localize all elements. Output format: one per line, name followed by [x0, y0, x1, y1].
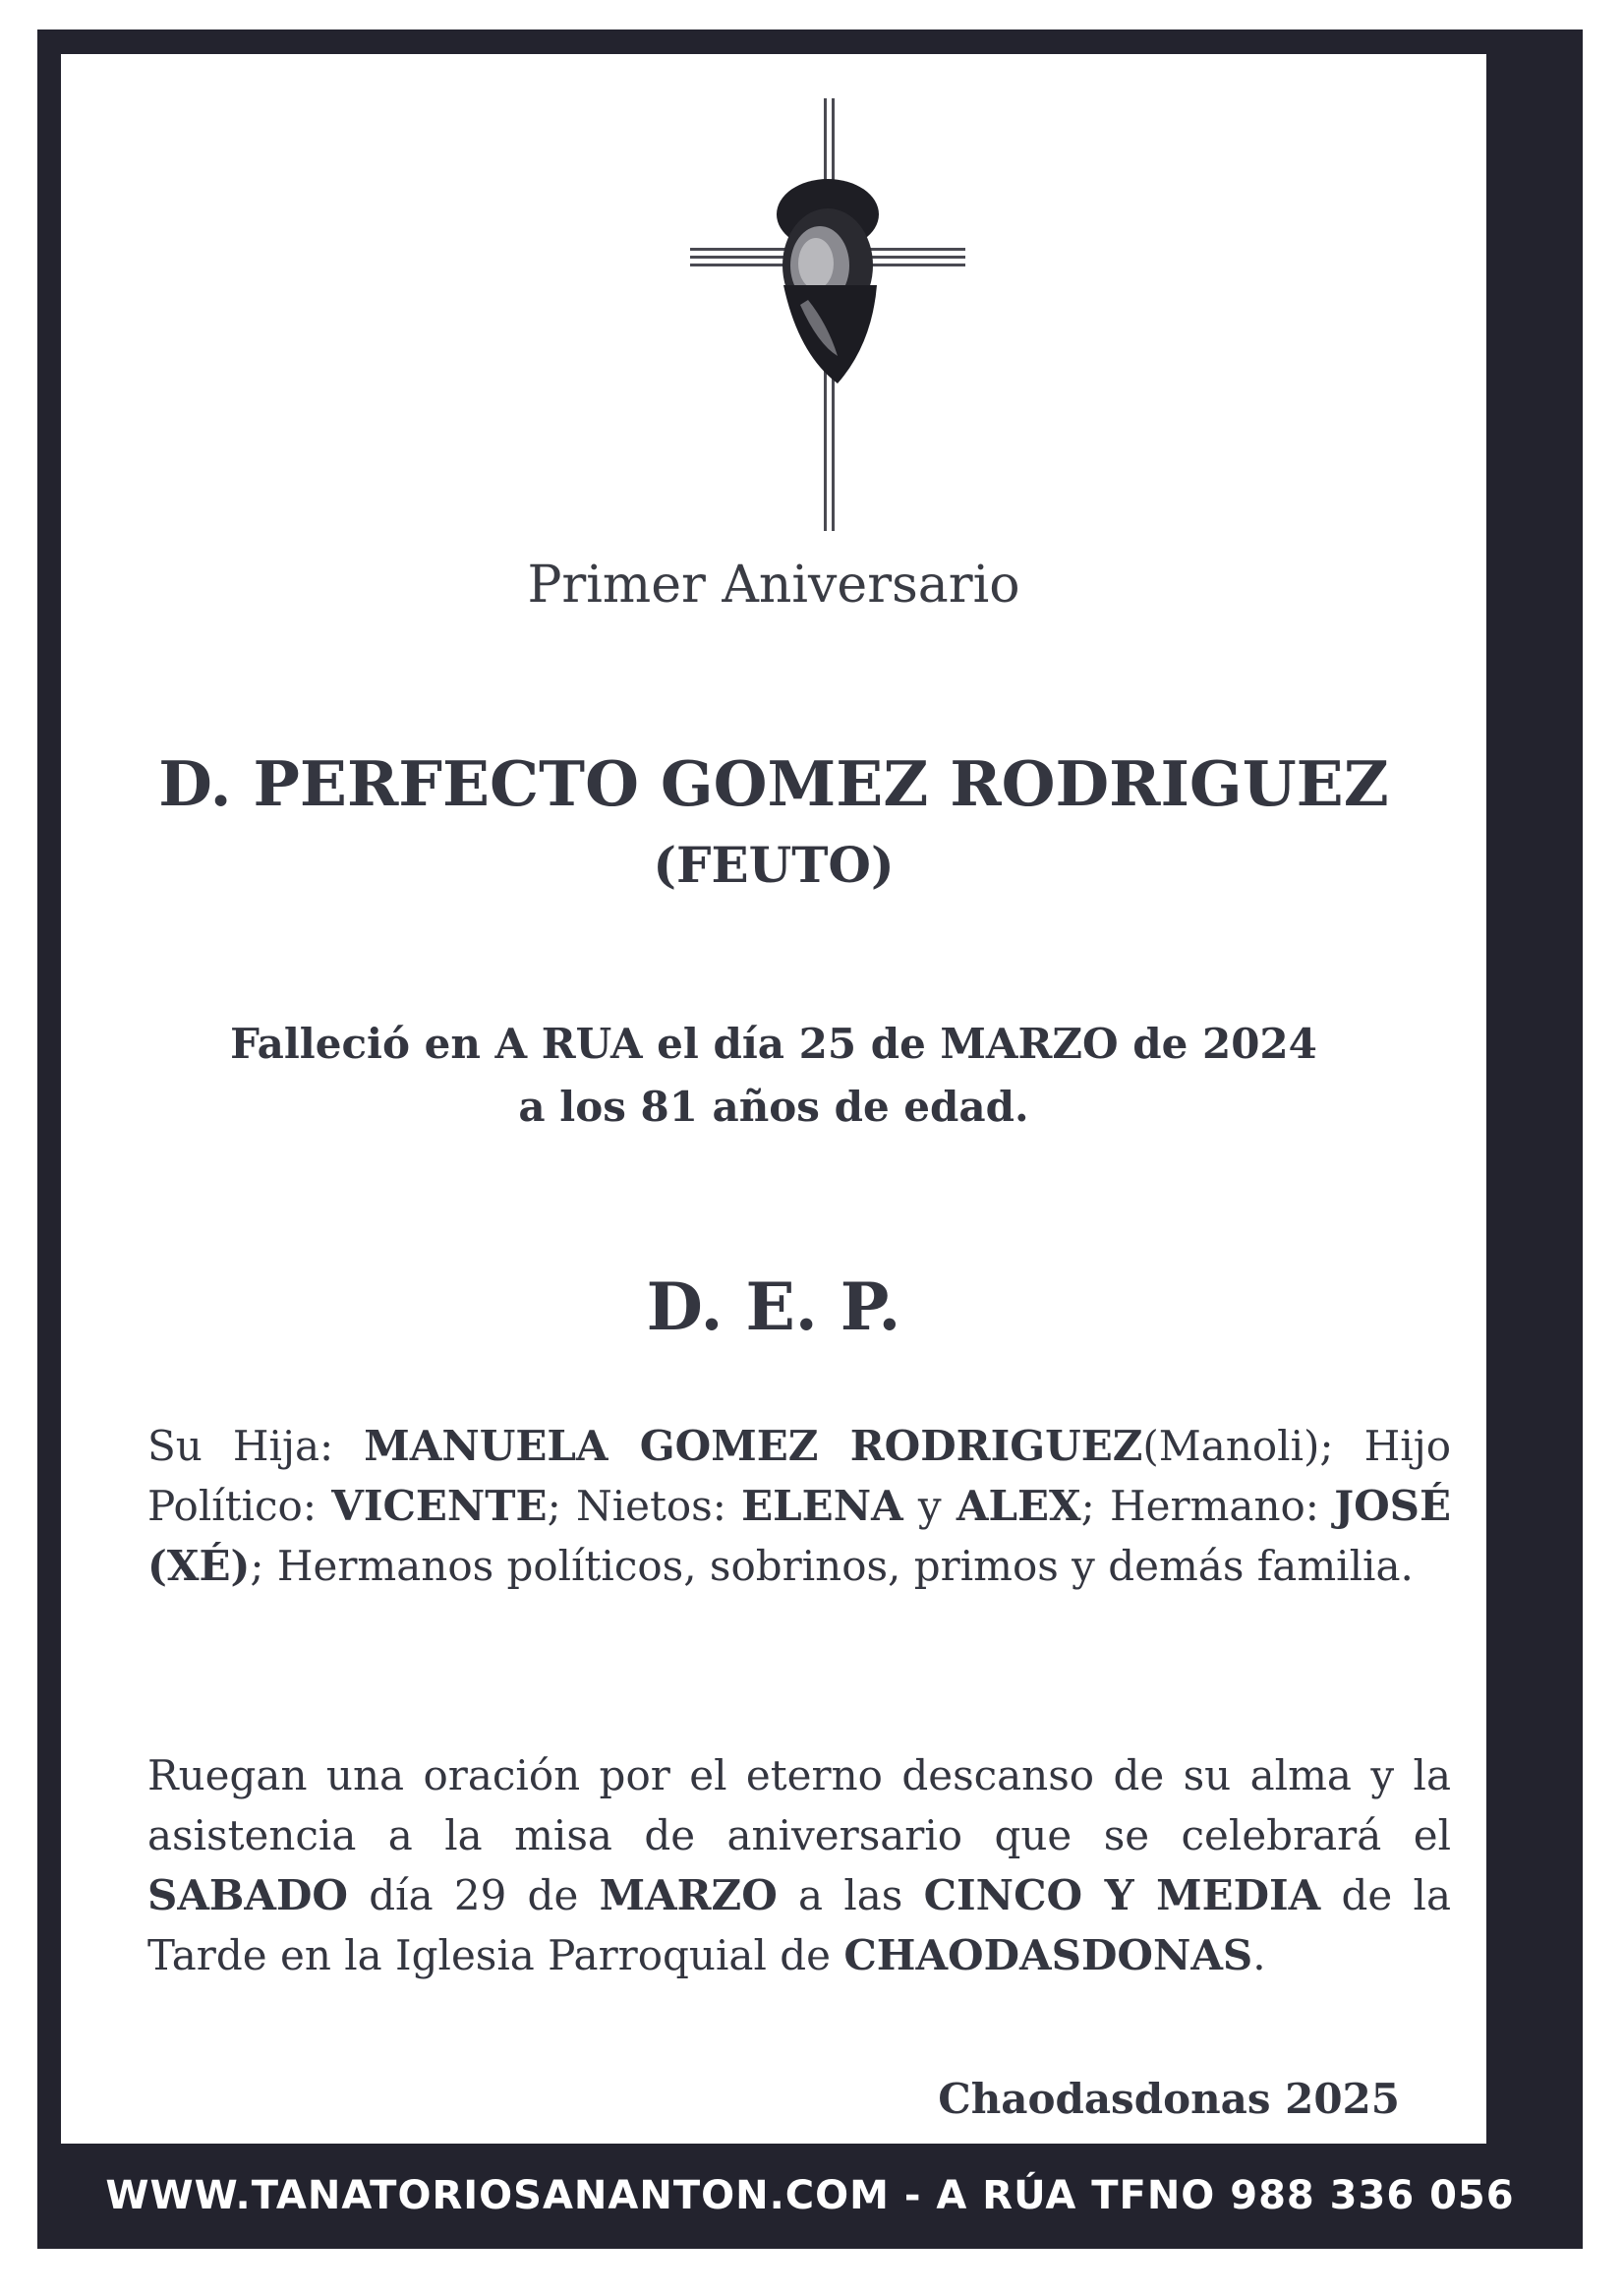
crucifix-icon	[690, 98, 965, 531]
family-bold-4: ALEX	[956, 1482, 1081, 1530]
family-text-3: ; Nietos:	[547, 1482, 742, 1530]
subtitle: Primer Aniversario	[527, 556, 1020, 615]
dep-heading: D. E. P.	[646, 1268, 901, 1345]
notice-panel	[61, 54, 1486, 2144]
family-bold-5: JOSÉ (XÉ)	[147, 1482, 1452, 1590]
family-text-4: y	[902, 1482, 956, 1530]
prayer-text-5: .	[1252, 1931, 1266, 1979]
family-bold-1: MANUELA GOMEZ RODRIGUEZ	[364, 1422, 1143, 1470]
death-line-1: Falleció en A RUA el día 25 de MARZO de 2024	[230, 1020, 1317, 1068]
family-text-2: (Manoli); Hijo Político:	[147, 1422, 1451, 1530]
prayer-text-2: día 29 de	[348, 1871, 600, 1919]
place-year: Chaodasdonas 2025	[938, 2075, 1400, 2123]
prayer-paragraph	[147, 1745, 1451, 1985]
family-text-6: ; Hermanos políticos, sobrinos, primos y demás familia.	[250, 1542, 1414, 1590]
deceased-name: D. PERFECTO GOMEZ RODRIGUEZ	[158, 747, 1389, 820]
death-line-2: a los 81 años de edad.	[518, 1083, 1029, 1131]
family-paragraph	[147, 1416, 1451, 1596]
family-bold-3: ELENA	[741, 1482, 903, 1530]
footer-contact: WWW.TANATORIOSANANTON.COM - A RÚA TFNO 988 336 056	[105, 2173, 1515, 2218]
death-details	[61, 1013, 1486, 1139]
prayer-bold-4: CHAODASDONAS	[843, 1931, 1253, 1979]
family-text-5: ; Hermano:	[1080, 1482, 1335, 1530]
prayer-text-3: a las	[777, 1871, 924, 1919]
deceased-alias: (FEUTO)	[653, 836, 895, 894]
prayer-bold-3: CINCO Y MEDIA	[923, 1871, 1321, 1919]
prayer-bold-2: MARZO	[599, 1871, 778, 1919]
family-bold-2: VICENTE	[331, 1482, 548, 1530]
family-text-1: Su Hija:	[147, 1422, 365, 1470]
prayer-text-4: de la Tarde en la Iglesia Parroquial de	[147, 1871, 1451, 1979]
prayer-text-1: Ruegan una oración por el eterno descanso de su alma y la asistencia a la misa de aniversario que se celebrará el	[147, 1751, 1451, 1859]
prayer-bold-1: SABADO	[147, 1871, 349, 1919]
